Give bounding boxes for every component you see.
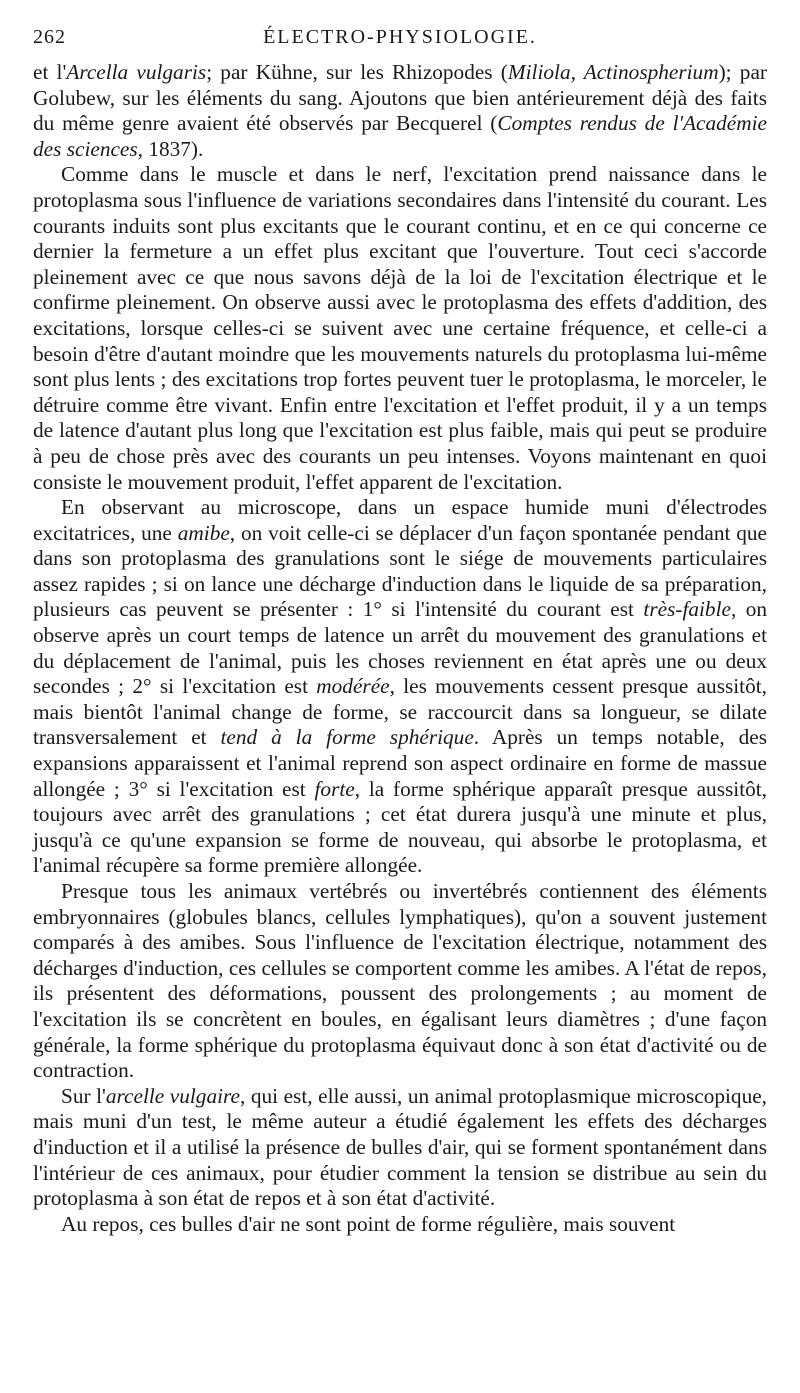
text-segment: , la forme sphérique apparaît presque aussitôt, toujours avec arrêt des granulations ; cet état durera jusqu'à une minute et plus, jusqu'à ce qu'une expansion se forme de nouveau, qui absorbe le protoplasma, et l'animal récupère sa forme première allongée. bbox=[33, 776, 767, 878]
text-segment: ); par Golubew, sur les éléments du sang. Ajoutons que bien antérieurement déjà des faits du même genre avaient été observés par Becquerel ( bbox=[33, 60, 767, 136]
text-segment: , les mouvements cessent presque aussitôt, mais bientôt l'animal change de forme, se raccourcit dans sa longueur, se dilate transversalement et bbox=[33, 674, 767, 750]
text-segment: , on voit celle-ci se déplacer d'un façon spontanée pendant que dans son protoplasma des granulations sont le siége de mouvements particulaires assez rapides ; si on lance une décharge d'induction dans le liquide de sa préparation, plusieurs cas peuvent se présenter : 1° si l'intensité du courant est bbox=[33, 520, 767, 622]
text-segment: , 1837). bbox=[137, 136, 204, 161]
italic-text-segment: forte bbox=[314, 776, 355, 801]
paragraph bbox=[33, 495, 767, 879]
text-segment: Sur l' bbox=[61, 1083, 106, 1108]
italic-text-segment: très-faible bbox=[643, 597, 731, 622]
page-number: 262 bbox=[33, 26, 66, 48]
italic-text-segment: modérée bbox=[316, 674, 390, 699]
text-segment: . Après un temps notable, des expansions apparaissent et l'animal reprend son aspect ordinaire en forme de massue allongée ; 3° si l'excitation est bbox=[33, 725, 767, 801]
text-segment: , on observe après un court temps de latence un arrêt du mouvement des granulations et du déplacement de l'animal, puis les choses reviennent en état après une ou deux secondes ; 2° si l'excitation est bbox=[33, 597, 767, 699]
italic-text-segment: arcelle vulgaire bbox=[105, 1083, 240, 1108]
text-segment: Presque tous les animaux vertébrés ou invertébrés contiennent des éléments embryonnaires (globules blancs, cellules lymphatiques), qu'on a souvent justement comparés à des amibes. Sous l'influence de l'excitation électrique, notamment des décharges d'induction, ces cellules se comportent comme les amibes. A l'état de repos, ils présentent des déformations, poussent des prolongements ; au moment de l'excitation ils se concrètent en boules, en égalisant leurs diamètres ; d'une façon générale, la forme sphérique du protoplasma équivaut donc à son état d'activité ou de contraction. bbox=[33, 879, 767, 1083]
paragraph bbox=[33, 162, 767, 495]
paragraph bbox=[33, 1212, 767, 1238]
book-page bbox=[33, 26, 767, 1237]
page-header bbox=[33, 26, 767, 60]
body-text bbox=[33, 60, 767, 1237]
text-segment: , qui est, elle aussi, un animal protoplasmique microscopique, mais muni d'un test, le même auteur a étudié également les effets des décharges d'induction et il a utilisé la présence de bulles d'air, qui se forment spontanément dans l'intérieur de ces animaux, pour étudier comment la tension se distribue au sein du protoplasma à son état de repos et à son état d'activité. bbox=[33, 1083, 767, 1211]
text-segment: Au repos, ces bulles d'air ne sont point de forme régulière, mais souvent bbox=[61, 1211, 676, 1236]
running-title: ÉLECTRO-PHYSIOLOGIE. bbox=[263, 26, 537, 48]
italic-text-segment: Comptes rendus de l'Académie des sciences bbox=[33, 111, 767, 161]
paragraph bbox=[33, 1084, 767, 1212]
text-segment: Comme dans le muscle et dans le nerf, l'excitation prend naissance dans le protoplasma sous l'influence de variations secondaires dans l'intensité du courant. Les courants induits sont plus excitants que le courant continu, et en ce qui concerne ce dernier la fermeture a un effet plus excitant que l'ouverture. Tout ceci s'accorde pleinement avec ce que nous savons déjà de la loi de l'excitation électrique et le confirme pleinement. On observe aussi avec le protoplasma des effets d'addition, des excitations, lorsque celles-ci se suivent avec une certaine fréquence, et celle-ci a besoin d'être d'autant moindre que les mouvements naturels du protoplasma lui-même sont plus lents ; des excitations trop fortes peuvent tuer le protoplasma, le morceler, le détruire comme être vivant. Enfin entre l'excitation et l'effet produit, il y a un temps de latence d'autant plus long que l'excitation est plus faible, mais qui peut se produire à peu de chose près avec des courants un peu intenses. Voyons maintenant en quoi consiste le mouvement produit, l'effet apparent de l'excitation. bbox=[33, 162, 767, 494]
text-segment: et l' bbox=[33, 60, 67, 84]
italic-text-segment: Arcella vulgaris bbox=[66, 60, 207, 84]
italic-text-segment: Miliola, Actinospherium bbox=[507, 60, 719, 84]
paragraph bbox=[33, 60, 767, 162]
text-segment: En observant au microscope, dans un espace humide muni d'électrodes excitatrices, une bbox=[33, 495, 767, 545]
italic-text-segment: amibe bbox=[177, 520, 230, 545]
paragraph bbox=[33, 879, 767, 1084]
text-segment: ; par Kühne, sur les Rhizopodes ( bbox=[206, 60, 508, 84]
italic-text-segment: tend à la forme sphérique bbox=[220, 725, 474, 750]
